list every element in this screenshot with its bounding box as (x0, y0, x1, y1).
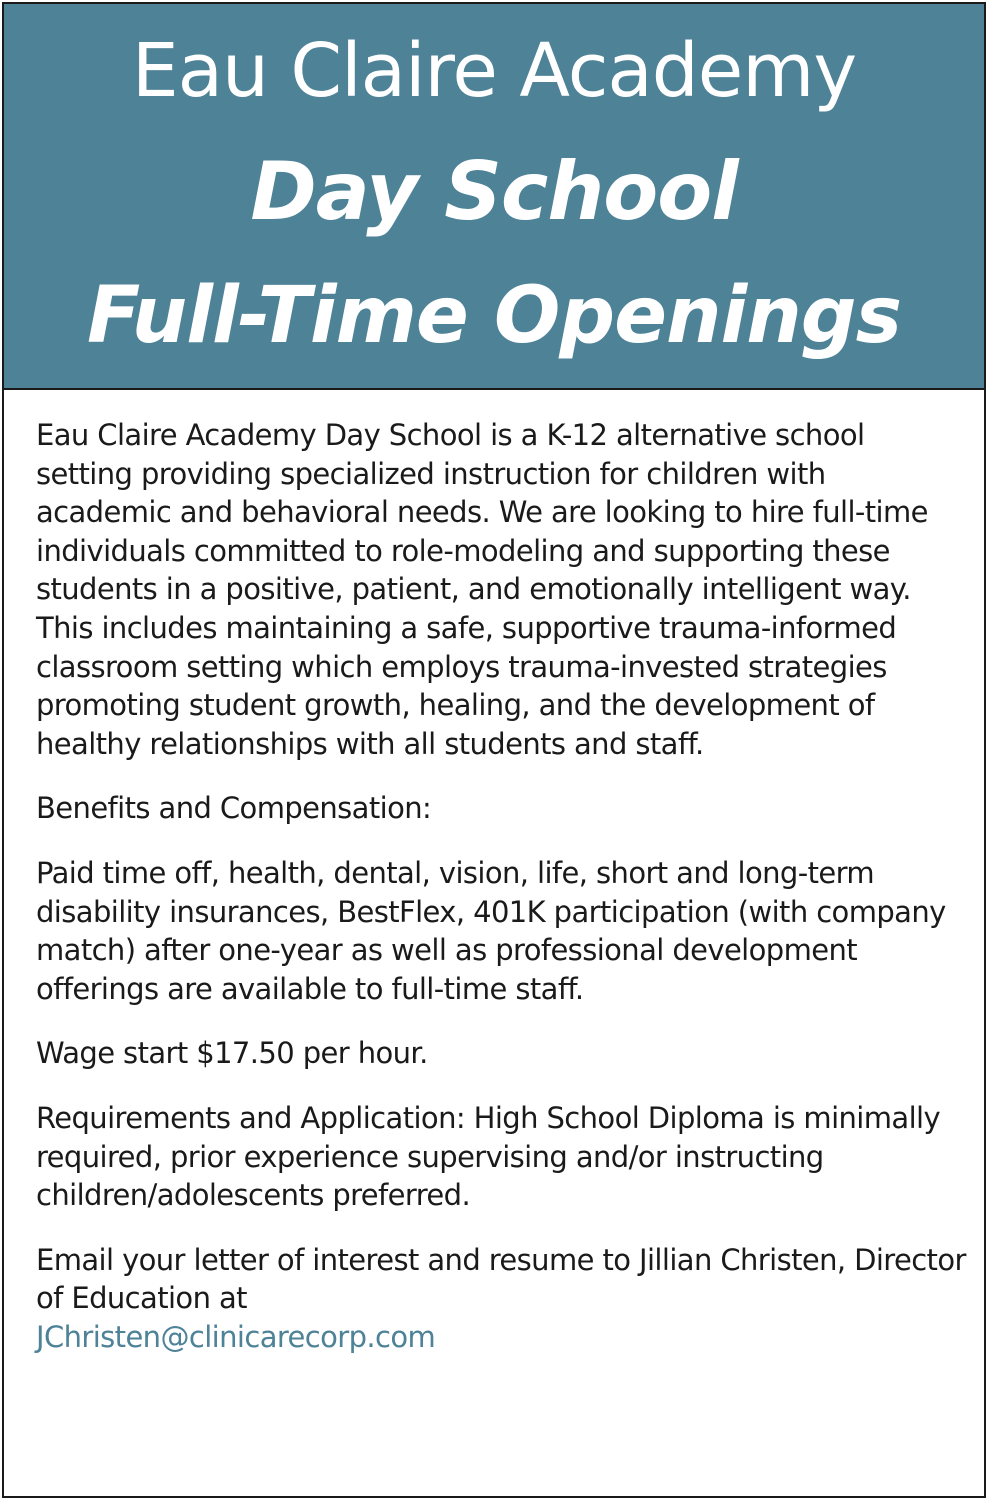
intro-paragraph: Eau Claire Academy Day School is a K-12 alternative school setting providing specialized instruction for children with academic and behavioral needs. We are looking to hire full-time individuals committed to role-modeling and supporting these students in a positive, patient, and emotionally intelligent way. This includes maintaining a safe, supportive trauma-informed classroom setting which employs trauma-invested strategies promoting student growth, healing, and the development of healthy relationships with all students and staff. (36, 418, 928, 761)
benefits-heading: Benefits and Compensation: (36, 791, 432, 826)
requirements-paragraph: Requirements and Application: High School Diploma is minimally required, prior experience supervising and/or instructing children/adolescents preferred. (36, 1100, 941, 1213)
job-ad (2, 2, 986, 1498)
title-openings: Full-Time Openings (86, 271, 902, 361)
ad-header (4, 4, 984, 390)
title-day-school: Day School (250, 145, 738, 238)
ad-body (36, 416, 966, 1382)
wage-paragraph: Wage start $17.50 per hour. (36, 1036, 428, 1071)
email-link[interactable]: JChristen@clinicarecorp.com (36, 1319, 436, 1354)
organization-name: Eau Claire Academy (131, 28, 857, 114)
contact-text: Email your letter of interest and resume to Jillian Christen, Director of Education at (36, 1242, 966, 1316)
benefits-paragraph: Paid time off, health, dental, vision, life, short and long-term disability insurances, BestFlex, 401K participation (with company match) after one-year as well as professional development offerings are available to full-time staff. (36, 855, 946, 1006)
contact-paragraph (36, 1241, 966, 1357)
